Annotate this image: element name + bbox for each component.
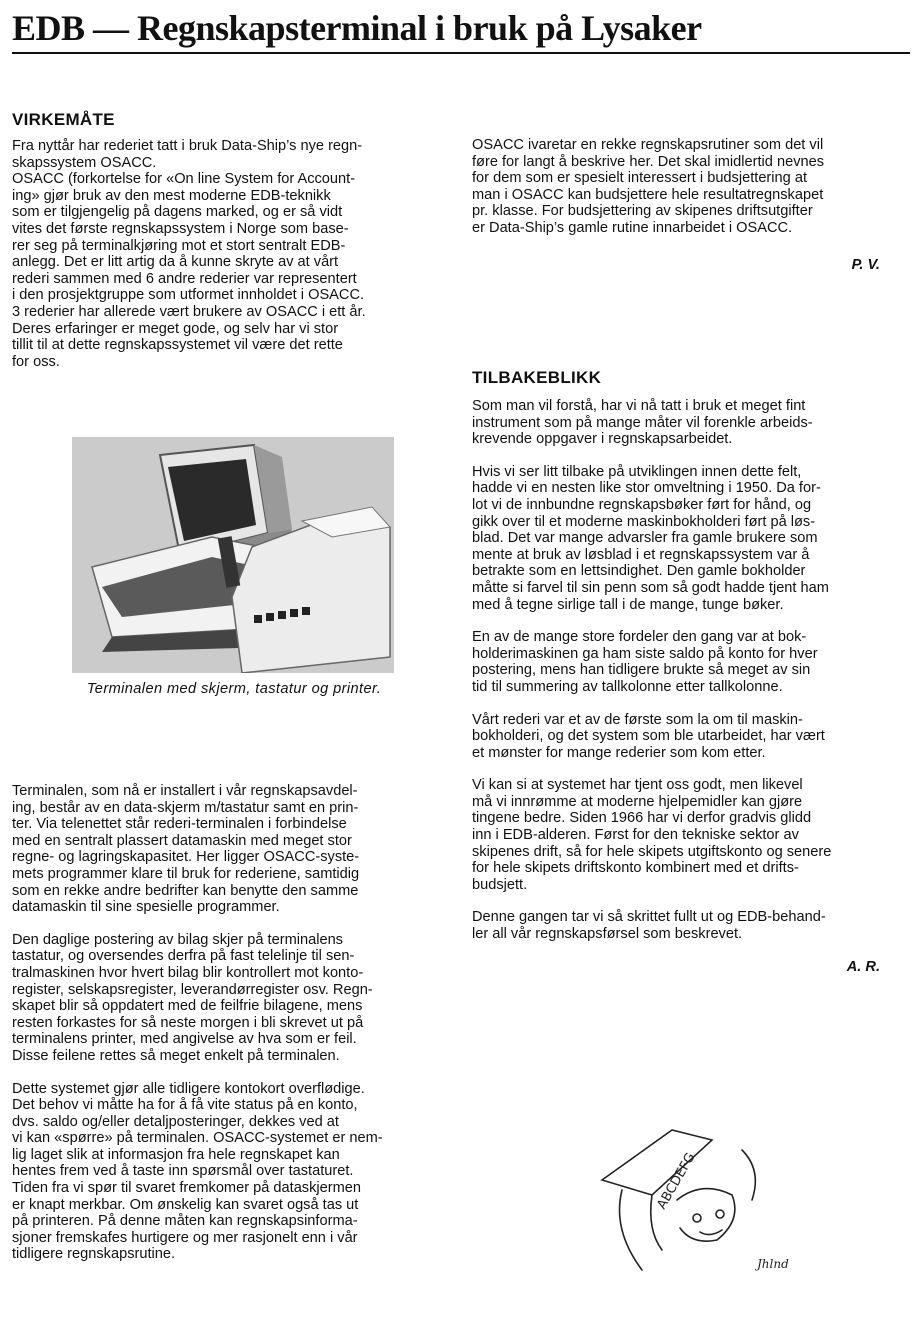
text-line: som en rekke andre bedrifter kan benytte den samme xyxy=(12,882,359,899)
text-line: lig laget slik at informasjon fra hele regnskapet kan xyxy=(12,1146,340,1163)
text-line: bokholderi, og det system som ble utarbeidet, har vært xyxy=(472,728,825,745)
text-line: skipenes drift, så for hele skipets utgiftskonto og senere xyxy=(472,843,832,860)
text-line: inn i EDB-alderen. Først for den tekniske sektor av xyxy=(472,827,799,844)
text-line: rederi sammen med 6 andre rederier var representert xyxy=(12,270,357,287)
text-line: mente at bruk av løsblad i et regnskapssystem var å xyxy=(472,546,810,563)
text-line: Fra nyttår har rederiet tatt i bruk Data-Ship’s nye regn- xyxy=(12,138,363,154)
cartoon-letters: ABCDEFG xyxy=(654,1150,699,1212)
text-line: måtte si farvel til sin penn som så godt hadde tjent ham xyxy=(472,579,829,596)
text-line: register, selskapsregister, leverandørregister osv. Regn- xyxy=(12,981,373,998)
text-line: for oss. xyxy=(12,353,60,370)
text-line: hadde vi en nesten like stor omveltning i 1950. Da for- xyxy=(472,480,821,497)
text-line: ing, består av en data-skjerm m/tastatur samt en prin- xyxy=(12,799,359,816)
text-line: OSACC (forkortelse for «On line System for Account- xyxy=(12,171,356,188)
text-line: skapssystem OSACC. xyxy=(12,154,157,171)
text-line: mets programmer klare til bruk for rederiene, samtidig xyxy=(12,865,360,882)
left-column-bottom xyxy=(12,783,452,1263)
text-line: datamaskin til sine spesielle programmer. xyxy=(12,899,280,916)
text-line: pr. klasse. For budsjettering av skipenes driftsutgifter xyxy=(472,203,813,220)
paragraph xyxy=(12,783,452,916)
text-line: sjoner fremskafes hurtigere og mer rasjonelt enn i vår xyxy=(12,1229,358,1246)
text-line: et mønster for mange rederier som kom etter. xyxy=(472,744,766,761)
text-line: ter. Via telenettet står rederi-terminalen i forbindelse xyxy=(12,816,347,833)
text-line: postering, mens han tidligere brukte så meget av sin xyxy=(472,662,811,679)
text-line: ler all vår regnskapsførsel som beskrevet. xyxy=(472,926,743,943)
text-line: er knapt merkbar. Om ønskelig kan svaret også tas ut xyxy=(12,1196,359,1213)
text-line: skapet blir så oppdatert med de feilfrie bilagene, mens xyxy=(12,998,363,1015)
artist-signature xyxy=(755,1250,805,1275)
text-line: med en sentralt plassert datamaskin med meget stor xyxy=(12,832,352,849)
page-headline: EDB — Regnskapsterminal i bruk på Lysaker xyxy=(12,8,702,48)
text-line: holderimaskinen ga ham siste saldo på konto for hver xyxy=(472,645,818,662)
text-line: krevende oppgaver i regnskapsarbeidet. xyxy=(472,431,733,448)
text-line: regne- og lagringskapasitet. Her ligger OSACC-syste- xyxy=(12,849,360,866)
text-line: tastatur, og oversendes derfra på fast telelinje til sen- xyxy=(12,948,355,965)
text-line: rer seg på terminalkjøring mot et stort sentralt EDB- xyxy=(12,237,346,254)
text-line: blad. Det var mange advarsler fra gamle brukere som xyxy=(472,530,818,547)
text-line: Den daglige postering av bilag skjer på terminalens xyxy=(12,931,343,948)
paragraph xyxy=(472,712,912,762)
text-line: vites det første regnskapssystem i Norge som base- xyxy=(12,220,349,237)
text-line: tingene bedre. Siden 1966 har vi derfor gradvis glidd xyxy=(472,810,812,827)
text-line: anlegg. Det er litt artig da å kunne skryte av at vårt xyxy=(12,254,339,271)
text-line: på printeren. På denne måten kan regnskapsinforma- xyxy=(12,1213,358,1230)
text-line: 3 rederier har allerede vært brukere av OSACC i ett år. xyxy=(12,303,366,320)
text-line: Dette systemet gjør alle tidligere kontokort overflødige. xyxy=(12,1080,365,1097)
text-line: gikk over til et moderne maskinbokholderi ført på løs- xyxy=(472,513,816,530)
text-line: for hele skipets driftskonto kombinert med et drifts- xyxy=(472,860,799,877)
section-heading-virkemate: VIRKEMÅTE xyxy=(12,110,115,129)
text-line: Det behov vi måtte ha for å få vite status på en konto, xyxy=(12,1097,358,1114)
signature-ar: A. R. xyxy=(846,958,880,975)
right-column-top xyxy=(472,137,912,273)
text-line: terminalens printer, med angivelse av hva som er feil. xyxy=(12,1031,357,1048)
terminal-illustration xyxy=(72,437,394,673)
text-line: Vårt rederi var et av de første som la om til maskin- xyxy=(472,711,803,728)
terminal-photo xyxy=(72,437,394,673)
text-line: tralmaskinen hvor hvert bilag blir kontrollert mot konto- xyxy=(12,964,364,981)
section-heading-tilbakeblikk: TILBAKEBLIKK xyxy=(472,368,602,387)
text-line: En av de mange store fordeler den gang var at bok- xyxy=(472,629,807,646)
paragraph xyxy=(12,932,452,1065)
text-line: Hvis vi ser litt tilbake på utviklingen innen dette felt, xyxy=(472,463,802,480)
text-line: for dem som er spesielt interessert i budsjettering at xyxy=(472,170,807,187)
text-line: hentes frem ved å taste inn spørsmål over tastaturet. xyxy=(12,1163,354,1180)
text-line: resten forkastes for så neste morgen i bli skrevet ut på xyxy=(12,1014,364,1031)
text-line: instrument som på mange måter vil forenkle arbeids- xyxy=(472,414,813,431)
paragraph xyxy=(472,777,912,893)
text-line: Denne gangen tar vi så skrittet fullt ut og EDB-behand- xyxy=(472,909,826,926)
text-line: er Data-Ship’s gamle rutine innarbeidet i OSACC. xyxy=(472,219,793,236)
paragraph xyxy=(12,138,452,370)
text-line: må vi innrømme at moderne hjelpemidler kan gjøre xyxy=(472,793,803,810)
text-line: Vi kan si at systemet har tjent oss godt, men likevel xyxy=(472,777,803,794)
paragraph xyxy=(472,629,912,695)
text-line: Disse feilene rettes så meget enkelt på terminalen. xyxy=(12,1047,340,1064)
text-line: som er tilgjengelig på dagens marked, og er så vidt xyxy=(12,204,343,221)
paragraph xyxy=(472,137,912,237)
text-line: tidligere regnskapsrutine. xyxy=(12,1246,176,1263)
text-line: Deres erfaringer er meget gode, og selv har vi stor xyxy=(12,320,339,337)
paragraph xyxy=(472,398,912,448)
text-line: føre for langt å beskrive her. Det skal imidlertid nevnes xyxy=(472,153,825,170)
text-line: man i OSACC kan budsjettere hele resultatregnskapet xyxy=(472,186,824,203)
text-line: Terminalen, som nå er installert i vår regnskapsavdel- xyxy=(12,783,358,799)
svg-text:Jhlnd: Jhlnd xyxy=(757,1257,789,1271)
photo-caption: Terminalen med skjerm, tastatur og printer. xyxy=(86,681,382,697)
text-line: dvs. saldo og/eller detaljposteringer, dekkes ved at xyxy=(12,1113,339,1130)
text-line: tillit til at dette regnskapssystemet vil være det rette xyxy=(12,337,343,354)
text-line: ing» gjør bruk av den mest moderne EDB-teknikk xyxy=(12,187,331,204)
text-line: i den prosjektgruppe som utformet innholdet i OSACC. xyxy=(12,287,365,304)
text-line: budsjett. xyxy=(472,876,528,893)
text-line: vi kan «spørre» på terminalen. OSACC-systemet er nem- xyxy=(12,1130,383,1147)
text-line: OSACC ivaretar en rekke regnskapsrutiner som det vil xyxy=(472,137,824,153)
text-line: betrakte som en lettsindighet. Den gamle bokholder xyxy=(472,563,806,580)
text-line: lot vi de innbundne regnskapsbøker ført for hånd, og xyxy=(472,496,812,513)
text-line: med å tegne sirlige tall i de mange, tunge bøker. xyxy=(472,596,784,613)
signature-pv: P. V. xyxy=(851,256,880,273)
text-line: Tiden fra vi spør til svaret fremkomer på dataskjermen xyxy=(12,1180,362,1197)
right-column-bottom xyxy=(472,368,912,975)
paragraph xyxy=(472,909,912,942)
paragraph xyxy=(472,464,912,613)
text-line: tid til summering av tallkolonne etter tallkolonne. xyxy=(472,678,783,695)
paragraph xyxy=(12,1081,452,1264)
left-column-top xyxy=(12,110,452,370)
text-line: Som man vil forstå, har vi nå tatt i bruk et meget fint xyxy=(472,398,806,414)
headline-rule xyxy=(12,52,910,54)
